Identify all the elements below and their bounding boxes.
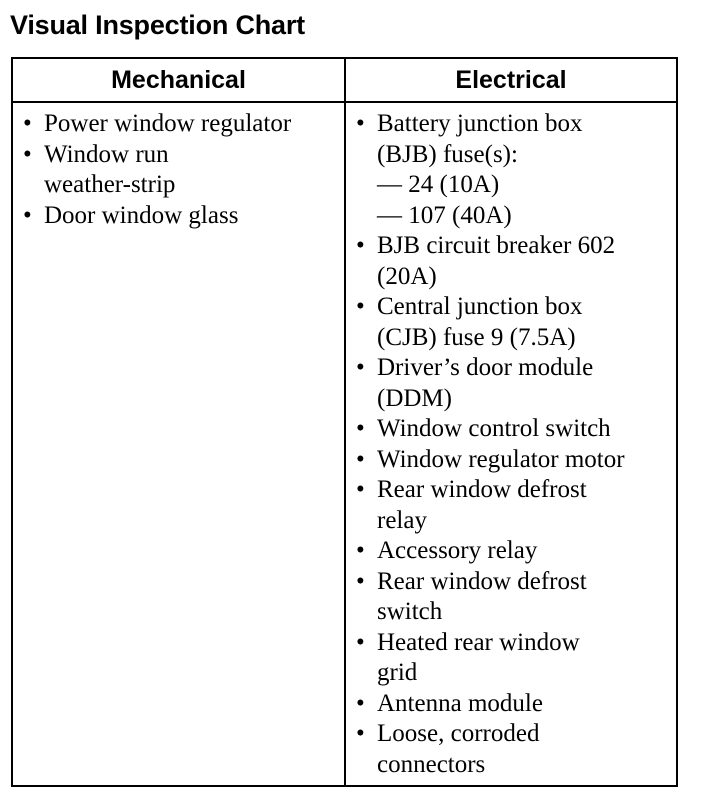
electrical-item-text: — 24 (10A) <box>377 171 500 198</box>
bullet-icon: • <box>356 415 365 442</box>
electrical-list-item <box>356 353 674 414</box>
bullet-icon: • <box>356 689 365 717</box>
electrical-item-text: Battery junction box <box>377 110 583 137</box>
electrical-item-text: Central junction box <box>377 293 583 320</box>
bullet-icon: • <box>23 140 32 168</box>
bullet-icon: • <box>356 476 365 503</box>
bullet-icon: • <box>356 628 365 656</box>
electrical-list-item <box>356 719 674 780</box>
electrical-list-item <box>356 689 674 720</box>
electrical-item-text: — 107 (40A) <box>377 201 512 229</box>
electrical-list-item <box>356 109 674 231</box>
electrical-item-text: Window control switch <box>377 415 611 442</box>
bullet-icon: • <box>23 110 32 137</box>
electrical-item-list <box>356 109 674 780</box>
bullet-icon: • <box>356 567 365 595</box>
electrical-item-text: Loose, corroded <box>377 720 540 747</box>
electrical-list-item <box>356 292 674 353</box>
electrical-list-item <box>356 536 674 567</box>
mechanical-list-item <box>23 140 341 201</box>
electrical-item-text: Heated rear window <box>377 628 580 656</box>
electrical-item-text: BJB circuit breaker 602 <box>377 232 616 259</box>
electrical-item-text: switch <box>377 598 443 625</box>
mechanical-item-text: Power window regulator <box>44 110 292 137</box>
bullet-icon: • <box>356 110 365 137</box>
page-title: Visual Inspection Chart <box>10 10 305 40</box>
column-header-electrical: Electrical <box>455 66 567 94</box>
bullet-icon: • <box>356 537 365 564</box>
electrical-list-item <box>356 231 674 292</box>
electrical-item-text: Driver’s door module <box>377 354 594 381</box>
electrical-list-item <box>356 628 674 689</box>
electrical-list-item <box>356 445 674 476</box>
mechanical-item-text: Door window glass <box>44 201 239 229</box>
electrical-item-text: (20A) <box>377 262 437 290</box>
mechanical-list-item <box>23 109 341 140</box>
electrical-item-text: Antenna module <box>377 689 543 717</box>
inspection-table <box>11 57 678 787</box>
bullet-icon: • <box>23 201 32 229</box>
electrical-item-text: (DDM) <box>377 384 452 412</box>
mechanical-list-item <box>23 201 341 232</box>
bullet-icon: • <box>356 445 365 473</box>
mechanical-item-text: weather-strip <box>44 171 176 198</box>
electrical-item-text: Rear window defrost <box>377 567 587 595</box>
bullet-icon: • <box>356 354 365 381</box>
bullet-icon: • <box>356 293 365 320</box>
electrical-item-text: connectors <box>377 750 486 778</box>
electrical-list-item <box>356 567 674 628</box>
bullet-icon: • <box>356 720 365 747</box>
electrical-list-item <box>356 475 674 536</box>
mechanical-item-list <box>23 109 341 231</box>
electrical-list-item <box>356 414 674 445</box>
electrical-item-text: (BJB) fuse(s): <box>377 140 518 168</box>
column-divider <box>344 59 346 785</box>
bullet-icon: • <box>356 232 365 259</box>
electrical-item-text: relay <box>377 506 427 534</box>
header-divider <box>13 101 676 103</box>
electrical-item-text: Rear window defrost <box>377 476 587 503</box>
electrical-item-text: Accessory relay <box>377 537 538 564</box>
mechanical-item-text: Window run <box>44 140 169 168</box>
electrical-item-text: (CJB) fuse 9 (7.5A) <box>377 323 576 351</box>
electrical-item-text: grid <box>377 659 418 686</box>
electrical-item-text: Window regulator motor <box>377 445 625 473</box>
column-header-mechanical: Mechanical <box>111 66 246 94</box>
